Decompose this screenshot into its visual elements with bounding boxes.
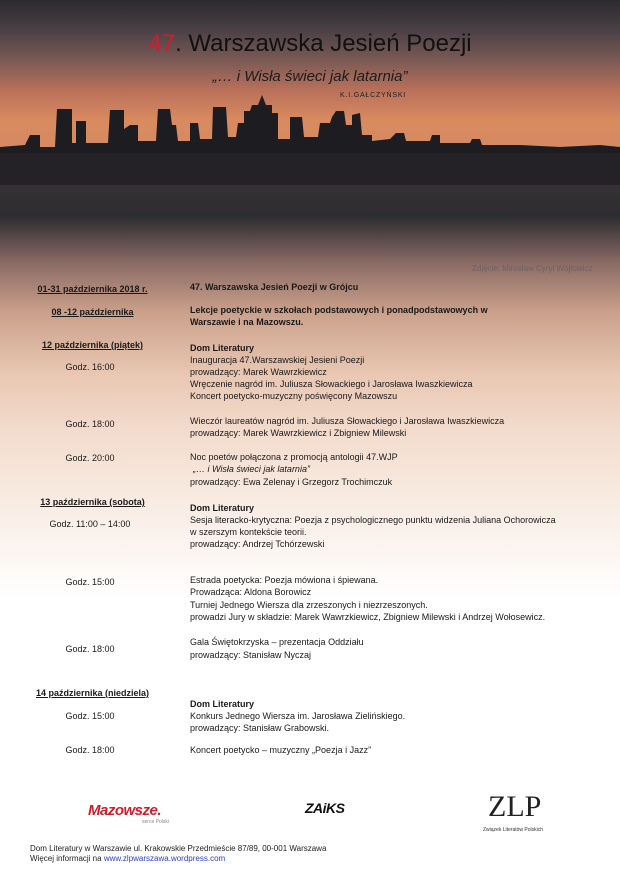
event-line: Sesja literacko-krytyczna: Poezja z psychologicznego punktu widzenia Juliana Ochorowicza [190, 515, 556, 525]
title-number: 47 [148, 30, 176, 57]
event-line: Konkurs Jednego Wiersza im. Jarosława Zielińskiego. [190, 711, 406, 721]
title-text: . Warszawska Jesień Poezji [175, 30, 472, 57]
event-lessons-line2: Warszawie i na Mazowszu. [190, 317, 304, 327]
event-line: Wieczór laureatów nagród im. Juliusza Słowackiego i Jarosława Iwaszkiewicza [190, 416, 505, 426]
time-15-00: Godz. 15:00 [65, 711, 115, 721]
time-18-00: Godz. 18:00 [65, 644, 115, 654]
event-line: Koncert poetycko-muzyczny poświęcony Mazowszu [190, 391, 398, 401]
event-line: Turniej Jednego Wiersza dla zrzeszonych i niezrzeszonych. [190, 600, 428, 610]
event-line: prowadzący: Stanisław Grabowski. [190, 723, 330, 733]
quote-author: K.I.GAŁCZYŃSKI [340, 92, 407, 99]
time-11-00-14-00: Godz. 11:00 – 14:00 [49, 519, 131, 529]
event-line: prowadzący: Marek Wawrzkiewicz [190, 367, 327, 377]
event-line: w szerszym kontekście teorii. [190, 527, 307, 537]
event-line: Koncert poetycko – muzyczny „Poezja i Jazz” [190, 745, 372, 755]
poster-title [0, 30, 620, 58]
event-line: „… i Wisła świeci jak latarnia” [193, 464, 310, 474]
date-oct-14: 14 października (niedziela) [35, 688, 150, 698]
event-grojec: 47. Warszawska Jesień Poezji w Grójcu [190, 282, 359, 292]
event-line: Inauguracja 47.Warszawskiej Jesieni Poezji [190, 355, 365, 365]
footer-more-info-label: Więcej informacji na [30, 854, 104, 863]
mazowsze-logo: Mazowsze. [88, 802, 162, 819]
zlp-logo-caption: Związek Literatów Polskich [483, 827, 544, 833]
time-15-00: Godz. 15:00 [65, 577, 115, 587]
footer-address: Dom Literatury w Warszawie ul. Krakowskie Przedmieście 87/89, 00-001 Warszawa [30, 844, 327, 853]
date-oct-12: 12 października (piątek) [41, 340, 144, 350]
event-line: Gala Świętokrzyska – prezentacja Oddziału [190, 637, 364, 647]
footer-more-info [30, 854, 225, 863]
event-line: Prowadząca: Aldona Borowicz [190, 587, 312, 597]
event-line: Estrada poetycka: Poezja mówiona i śpiewana. [190, 575, 379, 585]
zaiks-logo: ZAiKS [305, 800, 345, 816]
event-line: prowadzący: Andrzej Tchórzewski [190, 539, 325, 549]
poster-quote: „… i Wisła świeci jak latarnia” [212, 68, 408, 85]
event-lessons-line1: Lekcje poetyckie w szkołach podstawowych i ponadpodstawowych w [190, 305, 488, 315]
date-oct-1-31: 01-31 października 2018 r. [37, 284, 148, 294]
footer-website-link[interactable]: www.zlpwarszawa.wordpress.com [103, 854, 226, 863]
event-line: Noc poetów połączona z promocją antologii 47.WJP [190, 452, 398, 462]
venue-day2: Dom Literatury [190, 503, 255, 513]
city-skyline-silhouette [0, 95, 620, 185]
time-16-00: Godz. 16:00 [65, 362, 115, 372]
event-line: prowadzący: Stanisław Nyczaj [190, 650, 312, 660]
zlp-logo: ZLP [488, 790, 542, 823]
photo-credit: Zdjęcie: Mirosław Cyryl Wójtowicz [472, 264, 593, 273]
date-oct-13: 13 października (sobota) [40, 497, 145, 507]
date-oct-8-12: 08 -12 października [51, 307, 134, 317]
time-18-00: Godz. 18:00 [65, 745, 115, 755]
time-18-00: Godz. 18:00 [65, 419, 115, 429]
venue-day3: Dom Literatury [190, 699, 255, 709]
time-20-00: Godz. 20:00 [65, 453, 115, 463]
event-line: prowadzący: Marek Wawrzkiewicz i Zbigniew Milewski [190, 428, 407, 438]
venue-day1: Dom Literatury [190, 343, 255, 353]
event-line: prowadzi Jury w składzie: Marek Wawrzkiewicz, Zbigniew Milewski i Andrzej Wołosewicz. [190, 612, 546, 622]
event-line: Wręczenie nagród im. Juliusza Słowackiego i Jarosława Iwaszkiewicza [190, 379, 473, 389]
mazowsze-tagline: serce Polski [142, 819, 169, 825]
event-line: prowadzący: Ewa Zelenay i Grzegorz Trochimczuk [190, 477, 393, 487]
